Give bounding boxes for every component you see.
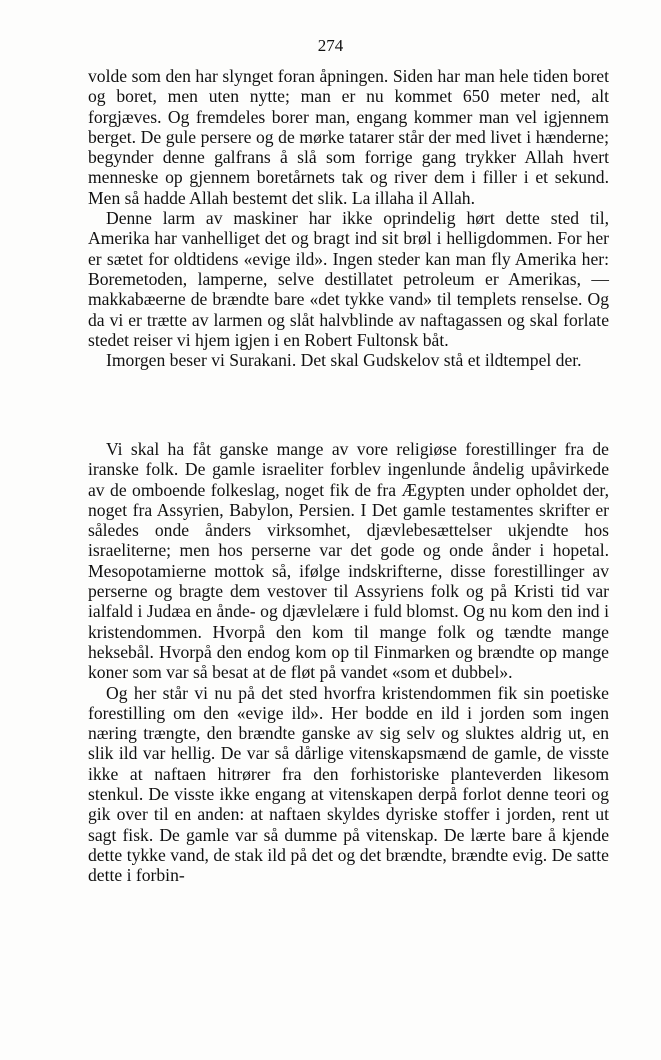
paragraph: Imorgen beser vi Surakani. Det skal Gudskelov stå et ildtempel der.	[106, 350, 582, 371]
paragraph: Denne larm av maskiner har ikke oprindelig hørt dette sted til, Amerika har vanhelliget det og bragt ind sit brøl i helligdommen. For her er sætet for oldtidens «evige ild». Ingen steder kan man fly Amerika her: Boremetoden, lamperne, selve destillatet petroleum er Amerikas, — makkabæerne de brændte bare «det tykke vand» til templets renselse. Og da vi er trætte av larmen og slåt halvblinde av naftagassen og skal forlate stedet reiser vi hjem igjen i en Robert Fultonsk båt.	[88, 208, 609, 350]
page-number: 274	[317, 36, 344, 55]
paragraph: Og her står vi nu på det sted hvorfra kristendommen fik sin poetiske forestilling om den «evige ild». Her bodde en ild i jorden som ingen næring trængte, den brændte ganske av sig selv og sluktes aldrig ut, en slik ild var hellig. De var så dårlige vitenskapsmænd de gamle, de visste ikke at naftaen hitrører fra den forhistoriske planteverden likesom stenkul. De visste ikke engang at vitenskapen derpå forlot denne teori og gik over til en anden: at naftaen skyldes dyriske stoffer i jorden, rent ut sagt fisk. De gamle var så dumme på vitenskap. De lærte bare å kjende dette tykke vand, de stak ild på det og det brændte, brændte evig. De satte dette i forbin-	[88, 682, 609, 886]
text-section-2	[88, 439, 609, 886]
text-section-1	[88, 66, 609, 370]
paragraph: Vi skal ha fåt ganske mange av vore religiøse forestillinger fra de iranske folk. De gamle israeliter forblev ingenlunde åndelig upåvirkede av de omboende folkeslag, noget fik de fra Ægypten under opholdet der, noget fra Assyrien, Babylon, Persien. I Det gamle testamentes skrifter er således onde ånders virksomhet, djævlebesættelser ukjendte hos israeliterne; men hos perserne var det gode og onde ånder i hopetal. Mesopotamierne mottok så, ifølge indskrifterne, disse forestillinger av perserne og bragte dem vestover til Assyriens folk og på Kristi tid var ialfald i Judæa en ånde- og djævlelære i fuld blomst. Og nu kom den ind i kristendommen. Hvorpå den kom til mange folk og tændte mange heksebål. Hvorpå den endog kom op til Finmarken og brændte op mange koner som var så besat at de fløt på vandet «som et dubbel».	[88, 439, 609, 683]
paragraph: volde som den har slynget foran åpningen. Siden har man hele tiden boret og boret, men uten nytte; man er nu kommet 650 meter ned, alt forgjæves. Og fremdeles borer man, engang kommer man vel igjennem berget. De gule persere og de mørke tatarer står der med livet i hænderne; begynder denne galfrans å slå som forrige gang trykker Allah hvert menneske op gjennem boretårnets tak og river dem i filler i et sekund. Men så hadde Allah bestemt det slik. La illaha il Allah.	[88, 66, 609, 208]
